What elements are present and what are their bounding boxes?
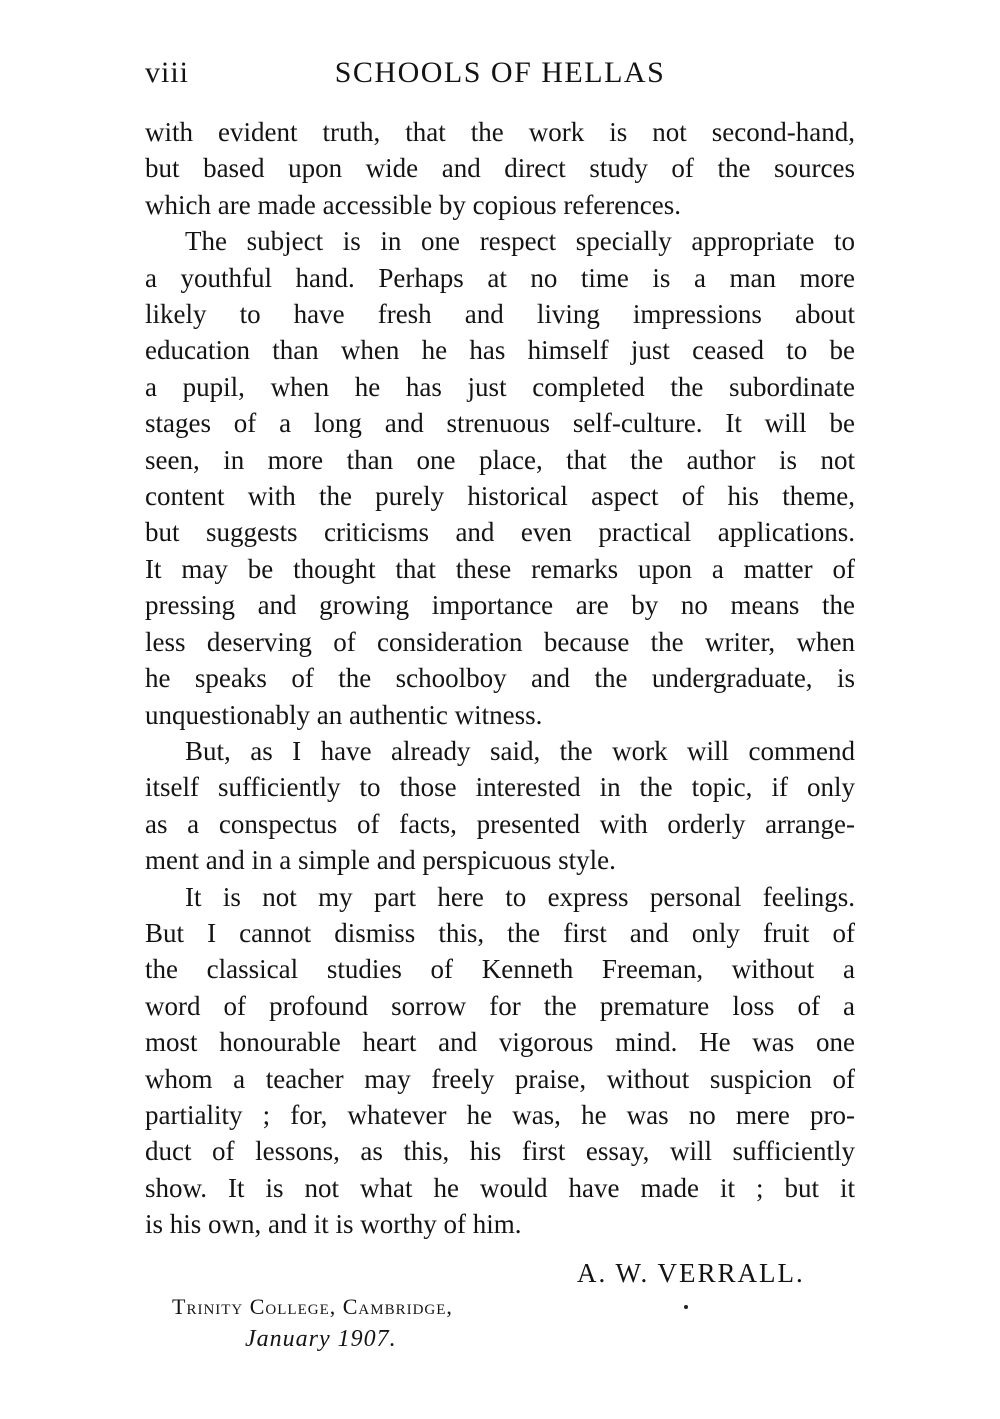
text-line: as a conspectus of facts, presented with orderly arrange- [145,808,855,839]
text-line: partiality ; for, whatever he was, he was no mere pro- [145,1099,855,1130]
text-line: education than when he has himself just ceased to be [145,335,855,366]
body-text [145,114,855,1243]
text-line: show. It is not what he would have made it ; but it [145,1172,855,1203]
text-line: a pupil, when he has just completed the subordinate [145,371,855,402]
text-line: seen, in more than one place, that the author is not [145,444,855,475]
text-line: most honourable heart and vigorous mind. He was one [145,1027,855,1058]
author-signature: A. W. VERRALL. [577,1258,805,1288]
text-line: stages of a long and strenuous self-culture. It will be [145,408,855,439]
paragraph-1 [145,114,855,223]
text-line: unquestionably an authentic witness. [145,699,543,730]
page-number: viii [145,56,190,89]
text-line: a youthful hand. Perhaps at no time is a man more [145,262,855,293]
paragraph-4 [145,879,855,1243]
text-line: but based upon wide and direct study of the sources [145,153,855,184]
text-line: but suggests criticisms and even practical applications. [145,517,855,548]
running-title: SCHOOLS OF HELLAS [334,56,666,89]
text-line: which are made accessible by copious references. [145,189,681,220]
text-line: pressing and growing importance are by no means the [145,590,855,621]
text-line: the classical studies of Kenneth Freeman, without a [145,954,855,985]
date-line: January 1907. [245,1326,397,1352]
text-line: But I cannot dismiss this, the first and only fruit of [145,917,855,948]
print-speck [684,1305,688,1309]
text-line: word of profound sorrow for the premature loss of a [145,990,855,1021]
text-line: whom a teacher may freely praise, without suspicion of [145,1063,855,1094]
text-line: duct of lessons, as this, his first essay, will sufficiently [145,1136,855,1167]
text-line: The subject is in one respect specially appropriate to [185,226,855,257]
place-line: Trinity College, Cambridge, [172,1294,453,1319]
text-line: But, as I have already said, the work will commend [185,735,855,766]
text-line: with evident truth, that the work is not second-hand, [145,117,855,147]
text-line: It is not my part here to express personal feelings. [185,881,855,912]
text-line: is his own, and it is worthy of him. [145,1209,522,1240]
text-line: content with the purely historical aspect of his theme, [145,481,855,512]
text-line: It may be thought that these remarks upon a matter of [145,553,855,584]
text-line: likely to have fresh and living impressions about [145,299,855,330]
text-line: he speaks of the schoolboy and the undergraduate, is [145,663,855,694]
text-line: ment and in a simple and perspicuous style. [145,845,616,876]
text-line: less deserving of consideration because the writer, when [145,626,855,657]
text-line: itself sufficiently to those interested in the topic, if only [145,772,855,803]
running-head [145,56,855,96]
paragraph-3 [145,733,855,879]
paragraph-2 [145,223,855,733]
